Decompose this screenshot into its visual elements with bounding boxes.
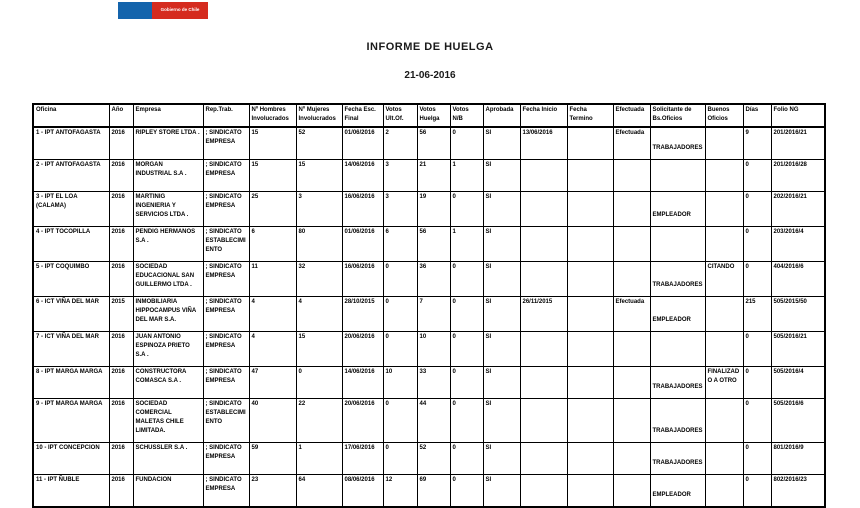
table-cell [650, 227, 705, 262]
table-cell: 201/2016/28 [771, 160, 825, 192]
table-header [33, 104, 825, 127]
table-cell [650, 332, 705, 367]
table-cell [705, 227, 743, 262]
table-cell [520, 262, 567, 297]
table-cell: 505/2016/6 [771, 399, 825, 443]
column-header: Buenos Oficios [705, 104, 743, 127]
table-cell [520, 443, 567, 475]
table-cell [567, 399, 613, 443]
table-cell [567, 297, 613, 332]
table-cell: FINALIZADO A OTRO [705, 367, 743, 399]
table-cell: 0 [383, 262, 417, 297]
table-cell: 801/2016/9 [771, 443, 825, 475]
table-row [33, 297, 825, 332]
table-cell [705, 332, 743, 367]
table-cell: 15 [296, 332, 342, 367]
table-cell [650, 160, 705, 192]
table-cell: SI [483, 227, 520, 262]
table-cell: 0 [743, 332, 771, 367]
column-header: Nº Hombres Involucrados [249, 104, 296, 127]
report-date: 21-06-2016 [404, 70, 456, 81]
table-cell: 14/06/2016 [342, 367, 383, 399]
table-cell [520, 475, 567, 508]
table-cell [567, 443, 613, 475]
table-cell: ; SINDICATO EMPRESA [203, 297, 249, 332]
table-cell: 7 - ICT VIÑA DEL MAR [33, 332, 109, 367]
table-cell: 2016 [109, 443, 133, 475]
table-cell: 11 - IPT ÑUBLE [33, 475, 109, 508]
table-cell [613, 443, 650, 475]
table-cell [567, 332, 613, 367]
table-cell: EMPLEADOR [650, 475, 705, 508]
table-cell: 4 - IPT TOCOPILLA [33, 227, 109, 262]
table-cell [705, 192, 743, 227]
column-header: Rep.Trab. [203, 104, 249, 127]
report-title: INFORME DE HUELGA [366, 41, 494, 53]
table-cell: ; SINDICATO EMPRESA [203, 443, 249, 475]
table-cell: 0 [450, 399, 483, 443]
column-header: Fecha Inicio [520, 104, 567, 127]
table-cell: SI [483, 332, 520, 367]
table-cell: 6 [383, 227, 417, 262]
table-cell: 4 [249, 332, 296, 367]
table-cell: 2 - IPT ANTOFAGASTA [33, 160, 109, 192]
table-cell: 0 [383, 443, 417, 475]
table-cell: 01/06/2016 [342, 127, 383, 160]
table-cell [705, 475, 743, 508]
table-cell: 2016 [109, 227, 133, 262]
table-cell: 14/06/2016 [342, 160, 383, 192]
table-cell [613, 192, 650, 227]
table-cell: 2016 [109, 192, 133, 227]
column-header: Efectuada [613, 104, 650, 127]
table-row [33, 443, 825, 475]
table-cell: ; SINDICATO EMPRESA [203, 332, 249, 367]
table-cell [613, 227, 650, 262]
table-cell: 52 [296, 127, 342, 160]
table-cell: 0 [450, 443, 483, 475]
table-row [33, 332, 825, 367]
table-cell [567, 127, 613, 160]
table-cell: RIPLEY STORE LTDA . [133, 127, 203, 160]
table-cell: 2015 [109, 297, 133, 332]
table-row [33, 160, 825, 192]
table-cell: 80 [296, 227, 342, 262]
table-cell: 203/2016/4 [771, 227, 825, 262]
strike-report-table-container [32, 103, 824, 508]
table-cell: 44 [417, 399, 450, 443]
table-cell: PENDIG HERMANOS S.A . [133, 227, 203, 262]
table-cell: 2 [383, 127, 417, 160]
table-cell: 0 [450, 475, 483, 508]
table-cell: 69 [417, 475, 450, 508]
table-cell: 19 [417, 192, 450, 227]
table-cell: SI [483, 192, 520, 227]
table-cell: 10 [383, 367, 417, 399]
column-header: Año [109, 104, 133, 127]
table-cell: 16/06/2016 [342, 262, 383, 297]
table-cell [567, 367, 613, 399]
table-cell: 202/2016/21 [771, 192, 825, 227]
logo-blue-square [118, 2, 152, 19]
table-cell: TRABAJADORES [650, 399, 705, 443]
table-cell: SCHUSSLER S.A . [133, 443, 203, 475]
table-cell: MORGAN INDUSTRIAL S.A . [133, 160, 203, 192]
table-row [33, 475, 825, 508]
table-cell: 2016 [109, 399, 133, 443]
table-cell [520, 192, 567, 227]
table-cell: 17/06/2016 [342, 443, 383, 475]
table-cell: 2016 [109, 367, 133, 399]
table-cell: 7 [417, 297, 450, 332]
table-header-row [33, 104, 825, 127]
table-cell: 6 [249, 227, 296, 262]
table-cell: 0 [743, 192, 771, 227]
table-cell: 0 [450, 127, 483, 160]
table-cell: SI [483, 297, 520, 332]
table-cell: 404/2016/6 [771, 262, 825, 297]
table-cell: EMPLEADOR [650, 297, 705, 332]
logo-text: Gobierno de Chile [160, 7, 200, 13]
table-cell: TRABAJADORES [650, 127, 705, 160]
table-cell: SI [483, 443, 520, 475]
table-cell: 802/2016/23 [771, 475, 825, 508]
table-cell: 0 [450, 262, 483, 297]
table-cell: 0 [450, 192, 483, 227]
table-cell: ; SINDICATO EMPRESA [203, 262, 249, 297]
table-cell: ; SINDICATO EMPRESA [203, 367, 249, 399]
table-cell: 2016 [109, 262, 133, 297]
column-header: Fecha Esc. Final [342, 104, 383, 127]
column-header: Folio NG [771, 104, 825, 127]
strike-report-table [32, 103, 826, 508]
table-cell: 15 [296, 160, 342, 192]
table-cell: 0 [743, 399, 771, 443]
table-cell [567, 192, 613, 227]
table-cell: MARTINIG INGENIERIA Y SERVICIOS LTDA . [133, 192, 203, 227]
table-cell [705, 443, 743, 475]
table-cell: 20/06/2016 [342, 332, 383, 367]
table-cell: 0 [296, 367, 342, 399]
table-cell: 0 [743, 160, 771, 192]
table-cell: 10 - IPT CONCEPCION [33, 443, 109, 475]
table-cell [567, 262, 613, 297]
table-cell: 12 [383, 475, 417, 508]
column-header: Días [743, 104, 771, 127]
table-cell: 20/06/2016 [342, 399, 383, 443]
table-cell: 9 [743, 127, 771, 160]
table-cell: TRABAJADORES [650, 367, 705, 399]
table-cell: 0 [383, 297, 417, 332]
table-cell: SI [483, 399, 520, 443]
table-cell: SI [483, 160, 520, 192]
table-cell: SI [483, 262, 520, 297]
logo-red-banner [152, 2, 208, 19]
table-cell: 47 [249, 367, 296, 399]
table-cell: CONSTRUCTORA COMASCA S.A . [133, 367, 203, 399]
table-row [33, 192, 825, 227]
table-cell: 16/06/2016 [342, 192, 383, 227]
table-cell: 36 [417, 262, 450, 297]
table-cell: 32 [296, 262, 342, 297]
table-cell: 15 [249, 160, 296, 192]
table-cell: 1 - IPT ANTOFAGASTA [33, 127, 109, 160]
gobierno-de-chile-logo [118, 2, 208, 19]
table-cell: ; SINDICATO EMPRESA [203, 160, 249, 192]
table-cell: 6 - ICT VIÑA DEL MAR [33, 297, 109, 332]
column-header: Solicitante de Bs.Oficios [650, 104, 705, 127]
column-header: Votos Ult.Of. [383, 104, 417, 127]
table-cell: 01/06/2016 [342, 227, 383, 262]
table-row [33, 262, 825, 297]
table-cell [705, 127, 743, 160]
column-header: Fecha Termino [567, 104, 613, 127]
table-cell: 8 - IPT MARGA MARGA [33, 367, 109, 399]
table-cell: 1 [450, 160, 483, 192]
table-body [33, 127, 825, 507]
table-cell [567, 160, 613, 192]
table-cell [567, 475, 613, 508]
table-cell: TRABAJADORES [650, 262, 705, 297]
table-cell: 0 [450, 297, 483, 332]
table-cell: 0 [743, 443, 771, 475]
table-cell [705, 399, 743, 443]
table-cell: 56 [417, 227, 450, 262]
table-cell [613, 332, 650, 367]
table-cell: 13/06/2016 [520, 127, 567, 160]
column-header: Votos N/B [450, 104, 483, 127]
table-cell: 11 [249, 262, 296, 297]
table-cell: 0 [743, 367, 771, 399]
table-cell: 215 [743, 297, 771, 332]
table-cell: 0 [743, 262, 771, 297]
table-cell: 28/10/2015 [342, 297, 383, 332]
table-cell: ; SINDICATO ESTABLECIMIENTO [203, 227, 249, 262]
table-cell: SOCIEDAD EDUCACIONAL SAN GUILLERMO LTDA . [133, 262, 203, 297]
table-cell: ; SINDICATO EMPRESA [203, 192, 249, 227]
table-cell: 4 [249, 297, 296, 332]
table-row [33, 227, 825, 262]
table-cell: 1 [296, 443, 342, 475]
table-cell: 33 [417, 367, 450, 399]
table-cell [705, 160, 743, 192]
table-cell: 52 [417, 443, 450, 475]
table-cell: 9 - IPT MARGA MARGA [33, 399, 109, 443]
table-cell [520, 367, 567, 399]
table-cell: 3 - IPT EL LOA (CALAMA) [33, 192, 109, 227]
table-cell [567, 227, 613, 262]
table-row [33, 399, 825, 443]
table-cell: 08/06/2016 [342, 475, 383, 508]
table-cell [520, 399, 567, 443]
table-cell: 505/2015/50 [771, 297, 825, 332]
table-cell: SOCIEDAD COMERCIAL MALETAS CHILE LIMITADA. [133, 399, 203, 443]
table-cell [613, 475, 650, 508]
table-cell: ; SINDICATO ESTABLECIMIENTO [203, 399, 249, 443]
column-header: Aprobada [483, 104, 520, 127]
table-row [33, 127, 825, 160]
table-cell: 505/2016/4 [771, 367, 825, 399]
table-cell [613, 262, 650, 297]
table-cell: TRABAJADORES [650, 443, 705, 475]
table-cell: 56 [417, 127, 450, 160]
table-cell: EMPLEADOR [650, 192, 705, 227]
table-cell [520, 160, 567, 192]
table-cell [613, 160, 650, 192]
column-header: Nº Mujeres Involucrados [296, 104, 342, 127]
table-cell: 25 [249, 192, 296, 227]
table-cell: FUNDACION [133, 475, 203, 508]
table-cell: SI [483, 475, 520, 508]
table-cell: Efectuada [613, 127, 650, 160]
table-cell: 0 [383, 332, 417, 367]
table-cell: 59 [249, 443, 296, 475]
table-cell: 22 [296, 399, 342, 443]
table-cell: 15 [249, 127, 296, 160]
column-header: Oficina [33, 104, 109, 127]
table-cell: 2016 [109, 160, 133, 192]
table-cell [613, 367, 650, 399]
table-cell: ; SINDICATO EMPRESA [203, 475, 249, 508]
table-cell: 26/11/2015 [520, 297, 567, 332]
table-cell: 3 [383, 192, 417, 227]
table-row [33, 367, 825, 399]
table-cell: 1 [450, 227, 483, 262]
table-cell: 3 [383, 160, 417, 192]
table-cell: INMOBILIARIA HIPPOCAMPUS VIÑA DEL MAR S.A. [133, 297, 203, 332]
table-cell: 64 [296, 475, 342, 508]
table-cell: 40 [249, 399, 296, 443]
table-cell: 23 [249, 475, 296, 508]
table-cell: 0 [383, 399, 417, 443]
table-cell: 0 [450, 367, 483, 399]
table-cell [520, 332, 567, 367]
table-cell: 5 - IPT COQUIMBO [33, 262, 109, 297]
table-cell: 201/2016/21 [771, 127, 825, 160]
table-cell: 2016 [109, 475, 133, 508]
table-cell: 2016 [109, 332, 133, 367]
table-cell: ; SINDICATO EMPRESA [203, 127, 249, 160]
table-cell: 2016 [109, 127, 133, 160]
table-cell: 0 [743, 475, 771, 508]
table-cell: SI [483, 127, 520, 160]
table-cell [520, 227, 567, 262]
column-header: Empresa [133, 104, 203, 127]
table-cell: 505/2016/21 [771, 332, 825, 367]
table-cell: 10 [417, 332, 450, 367]
table-cell [705, 297, 743, 332]
table-cell: SI [483, 367, 520, 399]
table-cell: 4 [296, 297, 342, 332]
column-header: Votos Huelga [417, 104, 450, 127]
table-cell: 21 [417, 160, 450, 192]
table-cell [613, 399, 650, 443]
table-cell: 3 [296, 192, 342, 227]
table-cell: 0 [450, 332, 483, 367]
table-cell: CITANDO [705, 262, 743, 297]
table-cell: Efectuada [613, 297, 650, 332]
table-cell: 0 [743, 227, 771, 262]
table-cell: JUAN ANTONIO ESPINOZA PRIETO S.A . [133, 332, 203, 367]
